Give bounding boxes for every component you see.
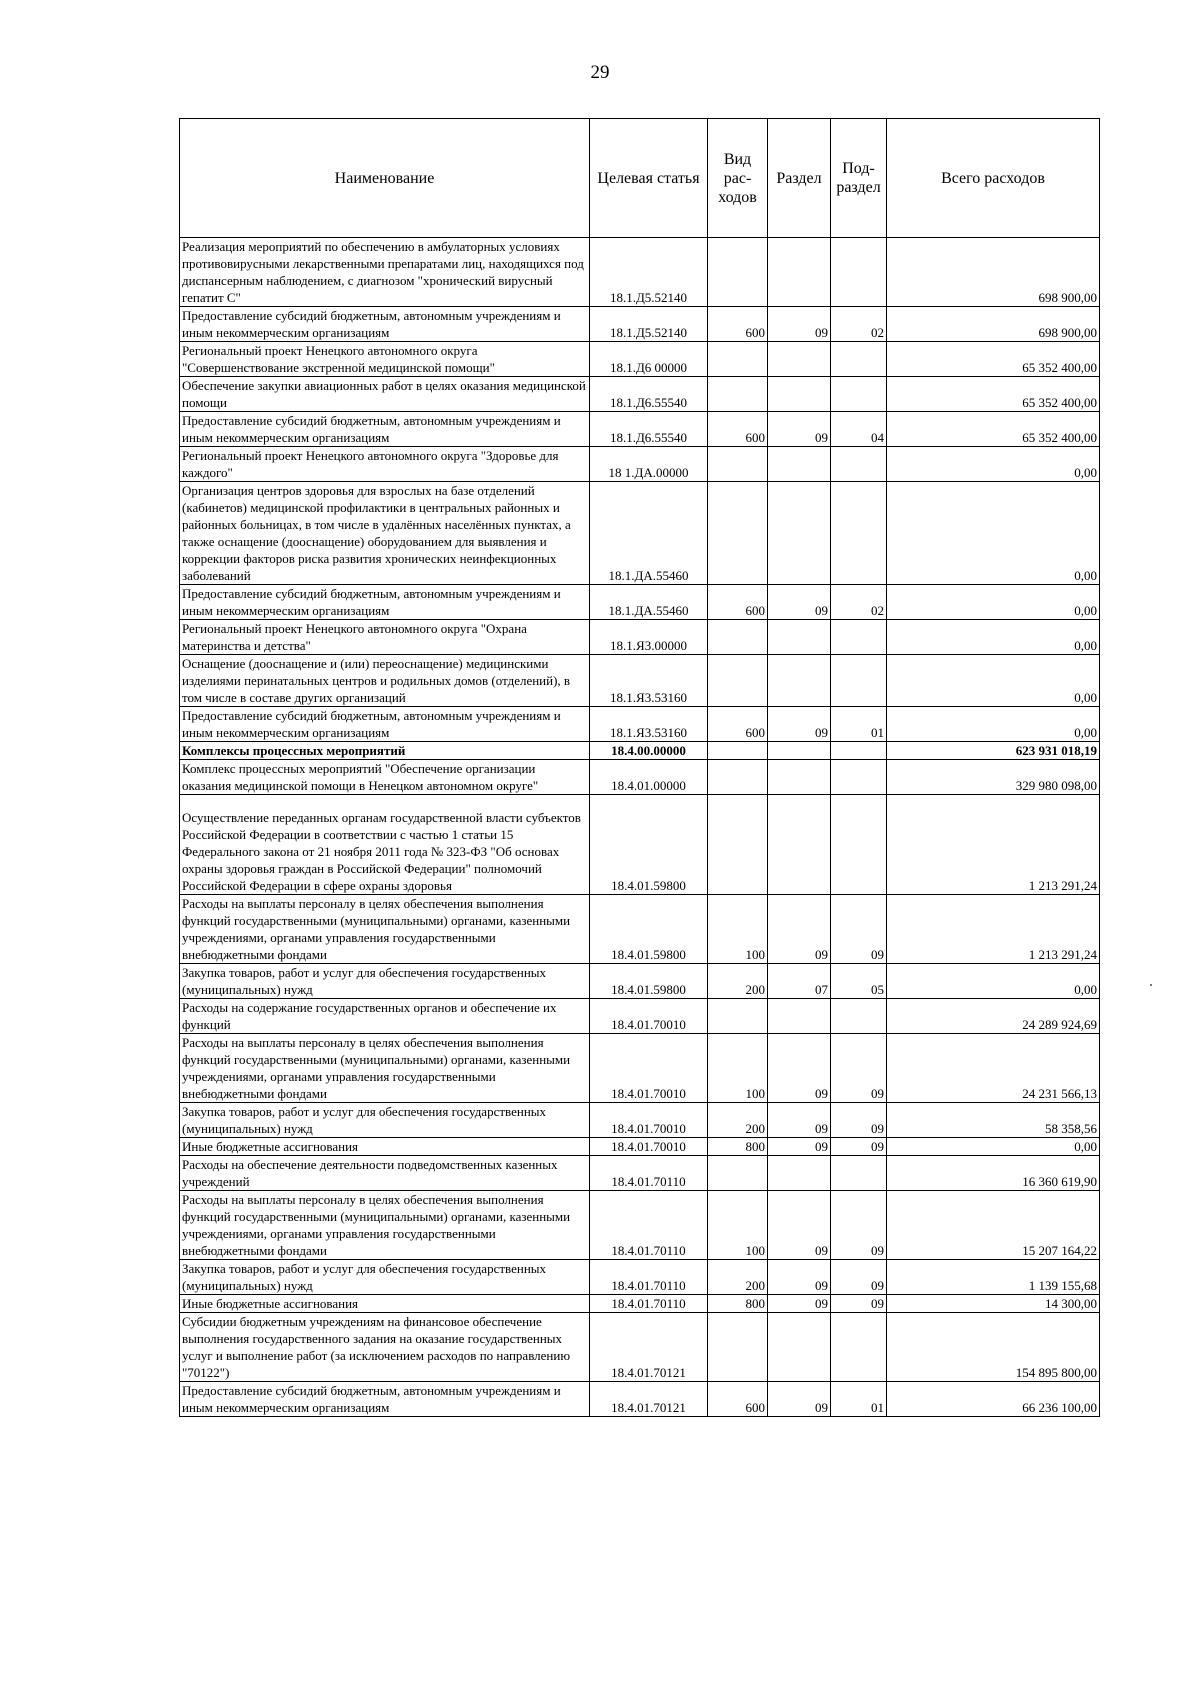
row-expense-type: 100 [708,1191,768,1260]
row-name: Предоставление субсидий бюджетным, автономным учреждениям и иным некоммерческим организациям [180,307,590,342]
row-name: Расходы на обеспечение деятельности подведомственных казенных учреждений [180,1156,590,1191]
row-subsection: 09 [831,1034,887,1103]
table-row [180,760,1100,795]
row-total: 1 213 291,24 [887,895,1100,964]
row-total: 623 931 018,19 [887,742,1100,760]
row-expense-type [708,742,768,760]
table-row [180,1295,1100,1313]
row-target-article: 18.1.Я3.53160 [590,655,708,707]
header-expense-type: Вид рас-ходов [708,119,768,238]
table-row [180,1103,1100,1138]
row-target-article: 18.1.Д6 00000 [590,342,708,377]
row-subsection: 01 [831,1382,887,1417]
table-row [180,964,1100,999]
row-expense-type [708,447,768,482]
row-expense-type: 800 [708,1295,768,1313]
row-section: 09 [768,895,831,964]
row-subsection: 09 [831,1295,887,1313]
row-name: Расходы на выплаты персоналу в целях обеспечения выполнения функций государственными (муниципальными) органами, казенными учреждениями, органами управления государственными внебюджетными фондами [180,895,590,964]
row-total: 1 139 155,68 [887,1260,1100,1295]
row-target-article: 18.4.01.70010 [590,999,708,1034]
row-name: Закупка товаров, работ и услуг для обеспечения государственных (муниципальных) нужд [180,1260,590,1295]
table-row [180,1382,1100,1417]
row-expense-type: 800 [708,1138,768,1156]
row-name: Закупка товаров, работ и услуг для обеспечения государственных (муниципальных) нужд [180,1103,590,1138]
table-row [180,999,1100,1034]
table-row [180,1260,1100,1295]
row-subsection [831,999,887,1034]
table-row [180,482,1100,585]
row-subsection [831,760,887,795]
row-section: 09 [768,585,831,620]
row-name: Иные бюджетные ассигнования [180,1138,590,1156]
row-section [768,342,831,377]
row-expense-type: 200 [708,1260,768,1295]
table-row [180,412,1100,447]
row-expense-type: 600 [708,585,768,620]
row-name: Расходы на содержание государственных органов и обеспечение их функций [180,999,590,1034]
table-row [180,342,1100,377]
row-name: Иные бюджетные ассигнования [180,1295,590,1313]
row-name: Расходы на выплаты персоналу в целях обеспечения выполнения функций государственными (муниципальными) органами, казенными учреждениями, органами управления государственными внебюджетными фондами [180,1191,590,1260]
row-section [768,377,831,412]
row-subsection [831,1313,887,1382]
table-row [180,707,1100,742]
header-section: Раздел [768,119,831,238]
table-row [180,307,1100,342]
table-row [180,377,1100,412]
row-name: Реализация мероприятий по обеспечению в амбулаторных условиях противовирусными лекарственными препаратами лиц, находящихся под диспансерным наблюдением, с диагнозом "хронический вирусный гепатит С" [180,238,590,307]
table-row [180,1156,1100,1191]
row-section: 09 [768,1034,831,1103]
table-row [180,238,1100,307]
scan-speck [1150,984,1152,986]
row-name: Обеспечение закупки авиационных работ в целях оказания медицинской помощи [180,377,590,412]
row-total: 698 900,00 [887,307,1100,342]
row-section: 09 [768,307,831,342]
row-total: 0,00 [887,707,1100,742]
row-total: 65 352 400,00 [887,377,1100,412]
row-expense-type: 200 [708,1103,768,1138]
row-subsection: 09 [831,1191,887,1260]
row-subsection: 09 [831,895,887,964]
row-target-article: 18.4.01.59800 [590,964,708,999]
row-expense-type [708,1313,768,1382]
row-expense-type: 100 [708,1034,768,1103]
row-name: Предоставление субсидий бюджетным, автономным учреждениям и иным некоммерческим организациям [180,707,590,742]
header-target-article: Целевая статья [590,119,708,238]
row-target-article: 18.4.01.70121 [590,1313,708,1382]
row-subsection [831,238,887,307]
row-name: Оснащение (дооснащение и (или) переоснащение) медицинскими изделиями перинатальных центров и родильных домов (отделений), в том числе в составе других организаций [180,655,590,707]
table-row [180,895,1100,964]
row-name: Организация центров здоровья для взрослых на базе отделений (кабинетов) медицинской профилактики в центральных районных и районных больницах, в том числе в удалённых населённых пунктах, а также оснащение (дооснащение) оборудованием для выявления и коррекции факторов риска развития хронических неинфекционных заболеваний [180,482,590,585]
row-total: 154 895 800,00 [887,1313,1100,1382]
row-expense-type [708,342,768,377]
row-section: 09 [768,1382,831,1417]
row-target-article: 18.1.Д5.52140 [590,238,708,307]
table-row [180,1034,1100,1103]
row-target-article: 18.1.Д6.55540 [590,377,708,412]
row-target-article: 18.4.01.70110 [590,1295,708,1313]
row-subsection [831,742,887,760]
row-section: 09 [768,1260,831,1295]
table-row [180,1191,1100,1260]
row-subsection [831,377,887,412]
row-subsection: 05 [831,964,887,999]
row-expense-type [708,377,768,412]
row-subsection [831,795,887,895]
row-expense-type [708,1156,768,1191]
row-total: 0,00 [887,447,1100,482]
row-section [768,1313,831,1382]
row-name: Комплекс процессных мероприятий "Обеспечение организации оказания медицинской помощи в Ненецком автономном округе" [180,760,590,795]
row-total: 65 352 400,00 [887,342,1100,377]
row-section: 07 [768,964,831,999]
row-expense-type: 200 [708,964,768,999]
row-total: 0,00 [887,655,1100,707]
row-total: 329 980 098,00 [887,760,1100,795]
row-target-article: 18.4.01.59800 [590,795,708,895]
table-row [180,447,1100,482]
row-name: Региональный проект Ненецкого автономного округа "Совершенствование экстренной медицинской помощи" [180,342,590,377]
row-section: 09 [768,1295,831,1313]
table-row [180,585,1100,620]
row-expense-type [708,795,768,895]
row-name: Предоставление субсидий бюджетным, автономным учреждениям и иным некоммерческим организациям [180,585,590,620]
row-target-article: 18.4.01.59800 [590,895,708,964]
table-header-row [180,119,1100,238]
row-target-article: 18.4.01.70110 [590,1156,708,1191]
row-total: 24 289 924,69 [887,999,1100,1034]
row-expense-type [708,482,768,585]
row-section: 09 [768,1191,831,1260]
row-name: Предоставление субсидий бюджетным, автономным учреждениям и иным некоммерческим организациям [180,1382,590,1417]
budget-table [179,118,1100,1417]
row-total: 0,00 [887,964,1100,999]
row-expense-type [708,620,768,655]
row-total: 58 358,56 [887,1103,1100,1138]
row-name: Региональный проект Ненецкого автономного округа "Здоровье для каждого" [180,447,590,482]
row-section [768,795,831,895]
table-row [180,1138,1100,1156]
row-total: 0,00 [887,1138,1100,1156]
row-expense-type [708,238,768,307]
row-expense-type: 600 [708,707,768,742]
row-target-article: 18.4.01.00000 [590,760,708,795]
row-target-article: 18.4.00.00000 [590,742,708,760]
row-expense-type [708,760,768,795]
row-section [768,482,831,585]
row-section [768,238,831,307]
row-subsection: 02 [831,307,887,342]
row-expense-type: 600 [708,1382,768,1417]
row-expense-type: 100 [708,895,768,964]
row-subsection [831,620,887,655]
row-target-article: 18.1.ДА.55460 [590,585,708,620]
row-name: Осуществление переданных органам государственной власти субъектов Российской Федерации в соответствии с частью 1 статьи 15 Федерального закона от 21 ноября 2011 года № 323-ФЗ "Об основах охраны здоровья граждан в Российской Федерации" полномочий Российской Федерации в сфере охраны здоровья [180,795,590,895]
row-total: 0,00 [887,620,1100,655]
row-total: 15 207 164,22 [887,1191,1100,1260]
row-total: 1 213 291,24 [887,795,1100,895]
row-target-article: 18 1.ДА.00000 [590,447,708,482]
row-section: 09 [768,1138,831,1156]
row-subsection: 02 [831,585,887,620]
row-target-article: 18.4.01.70010 [590,1103,708,1138]
row-section [768,760,831,795]
row-target-article: 18.1.Я3.00000 [590,620,708,655]
row-expense-type [708,655,768,707]
table-row [180,1313,1100,1382]
row-section [768,999,831,1034]
row-section: 09 [768,707,831,742]
row-expense-type [708,999,768,1034]
row-subsection [831,482,887,585]
header-subsection: Под-раздел [831,119,887,238]
row-expense-type: 600 [708,412,768,447]
row-subsection: 04 [831,412,887,447]
row-target-article: 18.4.01.70121 [590,1382,708,1417]
row-total: 0,00 [887,482,1100,585]
row-total: 66 236 100,00 [887,1382,1100,1417]
row-total: 0,00 [887,585,1100,620]
row-total: 16 360 619,90 [887,1156,1100,1191]
row-total: 65 352 400,00 [887,412,1100,447]
table-row [180,795,1100,895]
row-target-article: 18.1.Д5.52140 [590,307,708,342]
row-section [768,620,831,655]
row-target-article: 18.1.Я3.53160 [590,707,708,742]
row-section [768,655,831,707]
row-target-article: 18.4.01.70110 [590,1260,708,1295]
row-name: Субсидии бюджетным учреждениям на финансовое обеспечение выполнения государственного задания на оказание государственных услуг и выполнение работ (за исключением расходов по направлению "70122") [180,1313,590,1382]
row-target-article: 18.4.01.70010 [590,1034,708,1103]
row-total: 698 900,00 [887,238,1100,307]
row-subsection: 09 [831,1138,887,1156]
row-section [768,447,831,482]
row-section: 09 [768,1103,831,1138]
row-subsection: 01 [831,707,887,742]
row-subsection [831,447,887,482]
row-name: Предоставление субсидий бюджетным, автономным учреждениям и иным некоммерческим организациям [180,412,590,447]
header-name: Наименование [180,119,590,238]
header-total: Всего расходов [887,119,1100,238]
row-target-article: 18.1.Д6.55540 [590,412,708,447]
row-expense-type: 600 [708,307,768,342]
row-name: Закупка товаров, работ и услуг для обеспечения государственных (муниципальных) нужд [180,964,590,999]
row-target-article: 18.4.01.70010 [590,1138,708,1156]
row-total: 14 300,00 [887,1295,1100,1313]
row-target-article: 18.4.01.70110 [590,1191,708,1260]
row-section [768,1156,831,1191]
row-subsection [831,1156,887,1191]
row-subsection: 09 [831,1103,887,1138]
page-number: 29 [590,62,610,83]
row-section [768,742,831,760]
row-name: Расходы на выплаты персоналу в целях обеспечения выполнения функций государственными (муниципальными) органами, казенными учреждениями, органами управления государственными внебюджетными фондами [180,1034,590,1103]
row-name: Региональный проект Ненецкого автономного округа "Охрана материнства и детства" [180,620,590,655]
row-subsection [831,342,887,377]
table-row [180,655,1100,707]
row-total: 24 231 566,13 [887,1034,1100,1103]
row-name: Комплексы процессных мероприятий [180,742,590,760]
row-subsection: 09 [831,1260,887,1295]
row-target-article: 18.1.ДА.55460 [590,482,708,585]
table-row [180,742,1100,760]
row-section: 09 [768,412,831,447]
row-subsection [831,655,887,707]
table-row [180,620,1100,655]
